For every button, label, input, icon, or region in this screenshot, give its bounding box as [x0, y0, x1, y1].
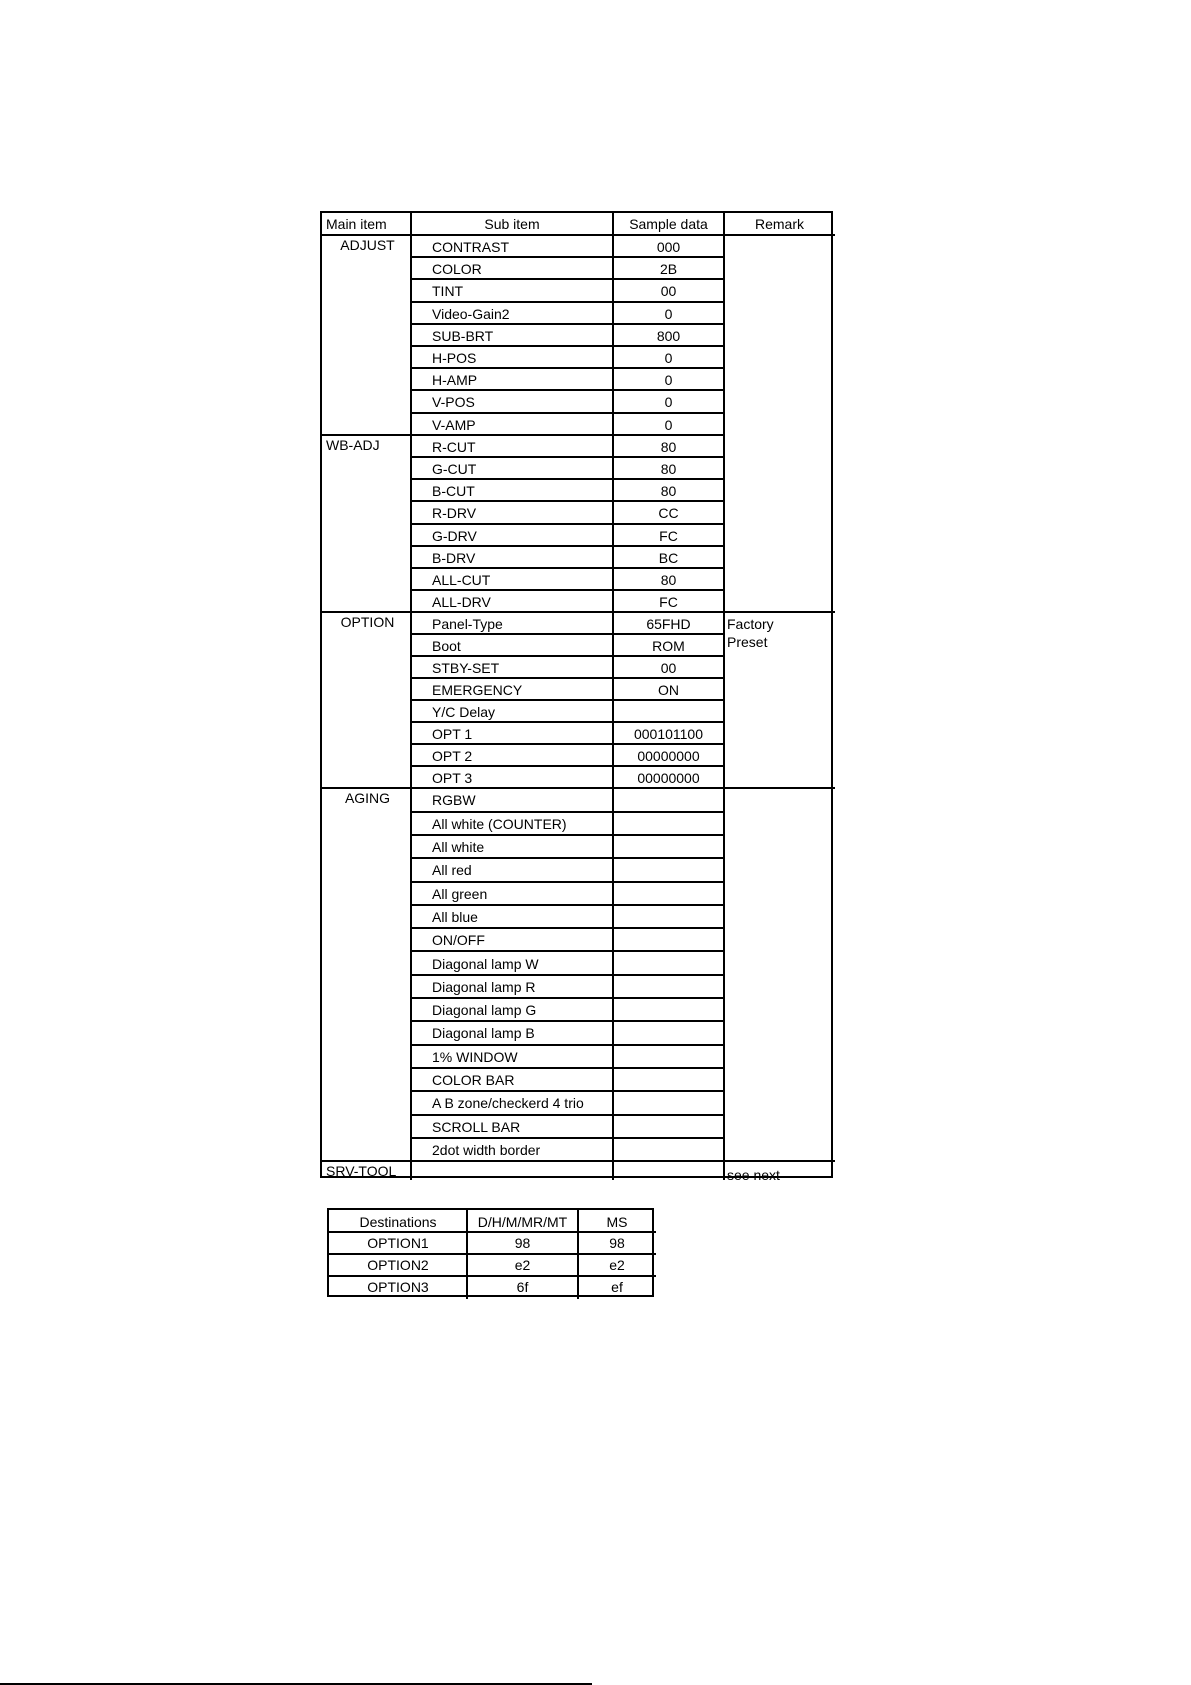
sub-item: All green [432, 885, 488, 902]
row-divider [411, 412, 724, 414]
row-divider [411, 633, 724, 635]
sample-data: 2B [659, 261, 678, 278]
sub-item: G-CUT [432, 461, 477, 477]
row-divider [411, 765, 724, 767]
sub-item: All blue [432, 908, 478, 925]
sub-item: H-POS [432, 350, 477, 366]
sub-item: H-AMP [432, 372, 478, 389]
remark-srv-tool: see next [727, 1167, 780, 1184]
row-divider [411, 950, 724, 952]
main-item-option: OPTION [340, 614, 395, 631]
sample-data: 0 [664, 416, 673, 433]
sub-item: COLOR [432, 261, 482, 278]
row-divider [411, 301, 724, 303]
sub-item: ALL-CUT [432, 572, 491, 588]
sub-item: COLOR BAR [432, 1072, 515, 1088]
dest-value: e2 [514, 1257, 531, 1273]
remark-divider [724, 787, 835, 789]
row-divider [411, 367, 724, 369]
sub-item: CONTRAST [432, 239, 509, 255]
sample-data: 000 [656, 239, 681, 255]
sub-item: A B zone/checkerd 4 trio [432, 1095, 584, 1112]
sample-data: 80 [660, 572, 677, 588]
dest-value: 6f [516, 1279, 529, 1295]
sample-data: 80 [660, 438, 677, 455]
sample-data: 65FHD [646, 616, 691, 633]
dest-name: OPTION2 [367, 1257, 429, 1273]
sample-data: 0 [664, 372, 673, 389]
sub-item: V-AMP [432, 416, 476, 433]
row-divider [411, 434, 724, 436]
row-divider [411, 904, 724, 906]
row-divider [411, 545, 724, 547]
sub-item: All white (COUNTER) [432, 815, 567, 832]
sub-item: ALL-DRV [432, 594, 491, 611]
sample-data: 80 [660, 461, 677, 477]
row-divider [411, 278, 724, 280]
dest-value: e2 [609, 1257, 625, 1273]
row-divider [411, 834, 724, 836]
sub-item: SCROLL BAR [432, 1118, 521, 1135]
row-divider [411, 721, 724, 723]
sub-item: Diagonal lamp R [432, 978, 536, 995]
row-divider [411, 1020, 724, 1022]
row-divider [411, 811, 724, 813]
dest-value: ef [611, 1279, 623, 1295]
main-item-srv-tool: SRV-TOOL [326, 1163, 397, 1180]
sample-data: 0 [664, 394, 673, 411]
row-divider [411, 389, 724, 391]
sample-data: 80 [660, 483, 677, 500]
row-divider [411, 500, 724, 502]
main-item-wb-adj: WB-ADJ [326, 436, 380, 453]
sub-item: B-DRV [432, 549, 476, 566]
service-menu-table [320, 211, 833, 1184]
sub-item: R-DRV [432, 505, 477, 522]
row-divider [411, 611, 724, 613]
header-remark: Remark [754, 216, 804, 232]
sub-item: Diagonal lamp W [432, 955, 539, 972]
dest-row-divider [329, 1231, 656, 1233]
remark-option: Factory Preset [727, 616, 774, 651]
row-divider [411, 589, 724, 591]
row-divider [411, 1090, 724, 1092]
row-divider [411, 478, 724, 480]
sample-data: CC [658, 505, 679, 522]
row-divider [411, 699, 724, 701]
sub-item: Diagonal lamp B [432, 1025, 535, 1042]
sub-item: Y/C Delay [432, 704, 496, 721]
sub-item: RGBW [432, 792, 476, 809]
remark-divider [724, 1160, 835, 1162]
sub-item: 2dot width border [432, 1141, 541, 1158]
dest-value: 98 [609, 1235, 625, 1251]
sample-data: 00000000 [637, 748, 700, 765]
sub-item: Diagonal lamp G [432, 1002, 537, 1019]
header-sample-data: Sample data [629, 216, 708, 232]
main-item-aging: AGING [344, 790, 391, 807]
sample-data: 00 [660, 660, 677, 677]
row-divider [411, 974, 724, 976]
sub-item: All red [432, 862, 472, 879]
row-divider [411, 743, 724, 745]
sample-data: FC [659, 594, 678, 611]
dest-row-divider [329, 1275, 656, 1277]
sub-item: V-POS [432, 394, 475, 411]
sub-item: OPT 1 [432, 726, 473, 743]
row-divider [411, 1137, 724, 1139]
sub-item: OPT 3 [432, 770, 473, 787]
dest-header: D/H/M/MR/MT [477, 1214, 568, 1230]
row-divider [411, 787, 724, 789]
row-divider [411, 523, 724, 525]
sample-data: 000101100 [633, 726, 704, 743]
row-divider [411, 927, 724, 929]
header-main-item: Main item [326, 216, 387, 232]
sub-item: R-CUT [432, 438, 476, 455]
sample-data: FC [659, 527, 678, 544]
dest-row-divider [329, 1253, 656, 1255]
sample-data: 00 [660, 283, 677, 300]
row-divider [411, 1160, 724, 1162]
sample-data: ON [658, 682, 679, 699]
remark-divider [724, 611, 835, 613]
row-divider [411, 1044, 724, 1046]
dest-name: OPTION1 [367, 1235, 429, 1251]
dest-header: MS [606, 1214, 628, 1230]
sub-item: ON/OFF [432, 932, 485, 949]
sample-data: BC [658, 549, 679, 566]
row-divider [411, 997, 724, 999]
row-divider [411, 857, 724, 859]
dest-name: OPTION3 [367, 1279, 429, 1295]
row-divider [411, 256, 724, 258]
row-divider [411, 677, 724, 679]
sub-item: SUB-BRT [432, 327, 494, 344]
main-item-adjust: ADJUST [340, 237, 395, 253]
sub-item: Boot [432, 638, 461, 655]
row-divider [411, 345, 724, 347]
row-divider [411, 655, 724, 657]
row-divider [411, 456, 724, 458]
sub-item: Panel-Type [432, 616, 503, 633]
sample-data: 800 [656, 327, 681, 344]
sample-data: 00000000 [637, 770, 700, 787]
header-sub-item: Sub item [484, 216, 540, 232]
sub-item: B-CUT [432, 483, 475, 500]
row-divider [411, 323, 724, 325]
sample-data: ROM [652, 638, 685, 655]
sub-item: All white [432, 839, 485, 855]
row-divider [411, 567, 724, 569]
column-divider [410, 213, 412, 1180]
row-divider [411, 1067, 724, 1069]
row-divider [411, 881, 724, 883]
dest-value: 98 [514, 1235, 531, 1251]
row-divider [411, 1114, 724, 1116]
sample-data: 0 [664, 305, 673, 322]
sub-item: 1% WINDOW [432, 1048, 518, 1065]
sub-item: TINT [432, 283, 464, 300]
sub-item: EMERGENCY [432, 682, 523, 699]
sub-item: Video-Gain2 [432, 305, 510, 322]
dest-header: Destinations [359, 1214, 437, 1230]
sub-item: STBY-SET [432, 660, 500, 677]
sub-item: OPT 2 [432, 748, 473, 765]
sub-item: G-DRV [432, 527, 477, 544]
sample-data: 0 [664, 350, 673, 366]
destinations-table [327, 1208, 654, 1297]
